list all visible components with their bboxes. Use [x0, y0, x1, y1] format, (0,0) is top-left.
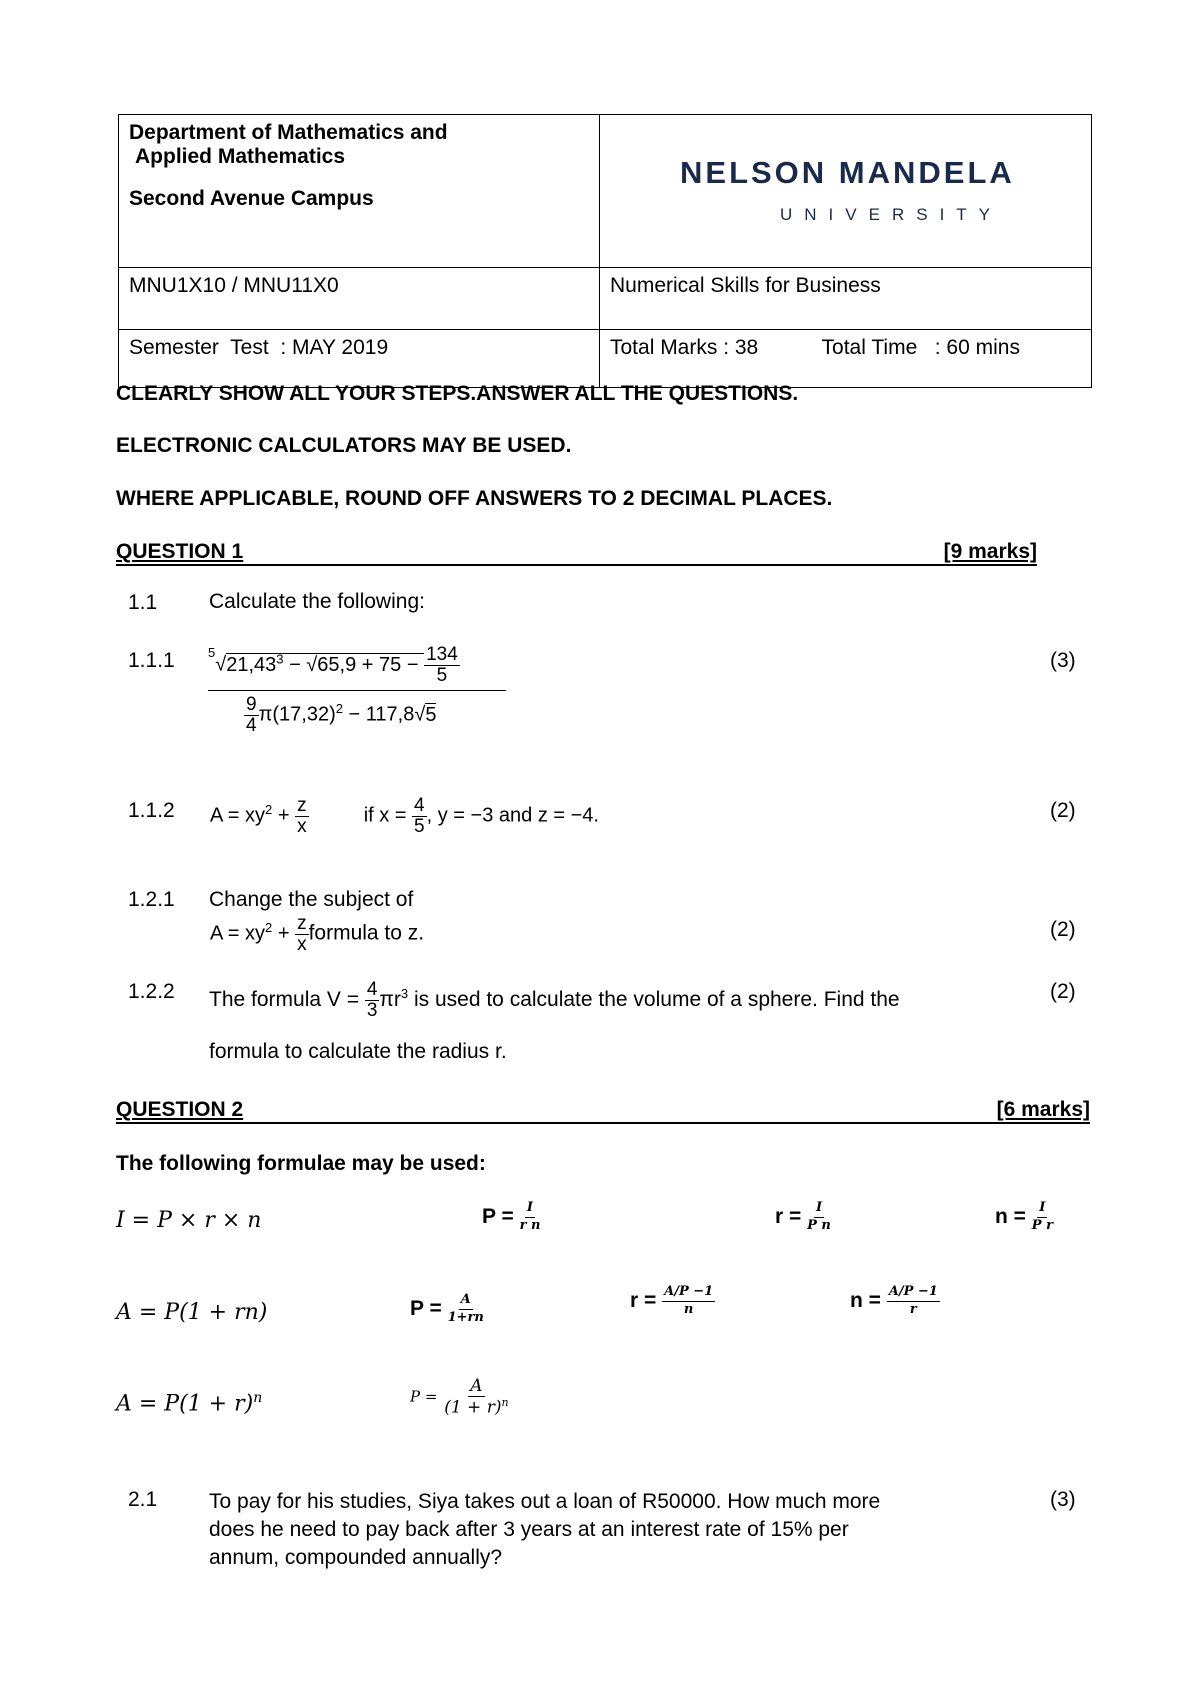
formula-rate: r = $\frac{I}{\text{P n}}$	[775, 1200, 831, 1233]
condition-text-2: , y = −3 and z = −4.	[426, 804, 599, 827]
instruction-1: CLEARLY SHOW ALL YOUR STEPS.ANSWER ALL THE QUESTIONS.	[116, 382, 799, 405]
module-name: Numerical Skills for Business	[600, 268, 1092, 330]
question-1-marks: [9 marks]	[943, 540, 1037, 563]
formula-interest: I = P × r × n	[116, 1208, 262, 1233]
item-number: 1.1.2	[128, 799, 175, 822]
total-marks: Total Marks : 38	[610, 336, 759, 359]
question-2-1-text	[209, 1488, 880, 1572]
logo-cell	[600, 115, 1092, 268]
text-line: does he need to pay back after 3 years at an interest rate of 15% per	[209, 1518, 849, 1541]
formula-simple-principal: P = $\frac{A}{1+rn}$	[410, 1292, 484, 1325]
item-marks: (2)	[1050, 918, 1076, 941]
item-text-a: The formula V =	[209, 987, 359, 1011]
condition-text: if x =	[363, 804, 407, 827]
question-1-title: QUESTION 1	[116, 540, 244, 563]
university-logo	[610, 121, 1081, 261]
department-cell	[119, 115, 600, 268]
module-code: MNU1X10 / MNU11X0	[119, 268, 600, 330]
item-text-b: is used to calculate the volume of a sphere. Find the	[413, 987, 900, 1011]
item-marks: (2)	[1050, 799, 1076, 822]
instruction-2: ELECTRONIC CALCULATORS MAY BE USED.	[116, 434, 572, 457]
department-line2: Applied Mathematics	[135, 145, 346, 168]
campus: Second Avenue Campus	[129, 187, 374, 210]
formulae-intro: The following formulae may be used:	[116, 1152, 486, 1175]
logo-sub-text: UNIVERSITY	[780, 205, 1003, 224]
item-number: 1.1.1	[128, 649, 175, 672]
formula-principal: P = $\frac{I}{\text{r n}}$	[482, 1200, 541, 1233]
item-text: Change the subject of	[209, 888, 414, 911]
text-line: To pay for his studies, Siya takes out a loan of R50000. How much more	[209, 1490, 881, 1513]
question-2-marks: [6 marks]	[996, 1098, 1090, 1121]
formula-1-2-2: The formula V = $\frac{4}{3}$ $\pi r^3$ is used to calculate the volume of a sphere. Find the	[209, 979, 900, 1021]
item-number: 1.2.1	[128, 888, 175, 911]
item-text-2: formula to z.	[308, 921, 425, 945]
item-text: Calculate the following:	[209, 590, 425, 613]
item-marks: (3)	[1050, 1488, 1076, 1511]
question-2-heading	[116, 1098, 1090, 1124]
formula-term: n = $\frac{I}{\text{P r}}$	[995, 1200, 1053, 1233]
item-text-c: formula to calculate the radius r.	[209, 1040, 507, 1063]
item-marks: (2)	[1050, 980, 1076, 1003]
formula-compound-amount: $A = P(1 + r)^n$	[116, 1390, 263, 1417]
totals-cell	[600, 330, 1092, 388]
instruction-3: WHERE APPLICABLE, ROUND OFF ANSWERS TO 2 DECIMAL PLACES.	[116, 487, 833, 510]
item-number: 1.1	[128, 591, 158, 614]
formula-simple-rate: r = $\frac{A/P -1}{n}$	[630, 1284, 714, 1317]
text-line: annum, compounded annually?	[209, 1546, 503, 1569]
item-number: 2.1	[128, 1488, 158, 1511]
department-line1: Department of Mathematics and	[129, 121, 448, 144]
item-marks: (3)	[1050, 649, 1076, 672]
total-time: Total Time : 60 mins	[821, 336, 1020, 359]
item-number: 1.2.2	[128, 980, 175, 1003]
question-2-title: QUESTION 2	[116, 1098, 244, 1121]
header-table	[118, 114, 1092, 388]
logo-main-text: NELSON MANDELA	[680, 155, 1015, 190]
test-date: Semester Test : MAY 2019	[119, 330, 600, 388]
formula-compound-principal: P = $\frac{A}{(1 + r)^n}$	[410, 1376, 509, 1418]
formula-simple-amount: A = P(1 + rn)	[116, 1300, 268, 1325]
formula-1-2-1: $A = xy^2$ + $\frac{z}{x}$ formula to z.	[210, 913, 425, 955]
formula-1-1-1: $^5√21,43^3 - √65,9 + 75$ − $\frac{134}{5}$ $\frac{9}{4}$ $\pi(17,32)^2 - 117,8√5$	[208, 645, 506, 736]
formula-simple-term: n = $\frac{A/P -1}{r}$	[850, 1284, 938, 1317]
question-1-heading	[116, 540, 1037, 566]
formula-1-1-2: $A = xy^2$ + $\frac{z}{x}$ if x = $\frac{4}{5}$ , y = −3 and z = −4.	[210, 795, 599, 837]
